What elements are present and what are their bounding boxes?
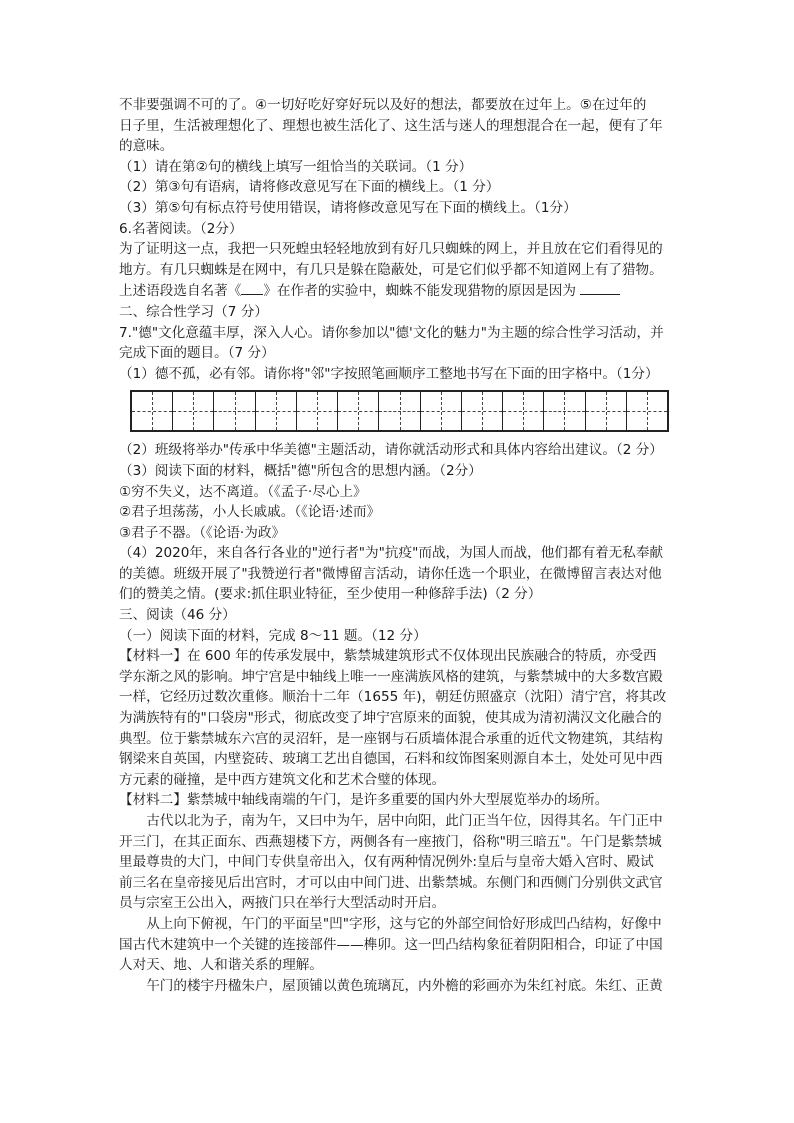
text-line: 为了证明这一点，我把一只死蝗虫轻轻地放到有好几只蜘蛛的网上，并且放在它们看得见的 — [119, 241, 663, 258]
section-heading: 三、阅读（46 分） — [119, 607, 236, 624]
grid-cell[interactable] — [338, 392, 379, 430]
text-line — [119, 280, 679, 302]
text-line: 员与宗室王公出入，两掖门只在举行大型活动时开启。 — [119, 895, 446, 912]
question-3: （3）第⑤句有标点符号使用错误，请将修改意见写在下面的横线上。（1分） — [119, 199, 577, 216]
text-line: 前三名在皇帝接见后出宫时，才可以由中间门进、出紫禁城。东侧门和西侧门分别供文武官 — [119, 874, 663, 891]
material-quote: ①穷不失义，达不离道。（《孟子·尽心上》 — [119, 483, 367, 500]
section-heading: 6.名著阅读。（2分） — [119, 220, 243, 237]
section-heading: 二、综合性学习（7 分） — [119, 303, 268, 320]
answer-blank[interactable] — [580, 280, 620, 295]
text-line: 7."德"文化意蕴丰厚，深入人心。请你参加以"德'文化的魅力"为主题的综合性学习活动，并 — [119, 324, 664, 341]
sub-heading: （一）阅读下面的材料，完成 8～11 题。（12 分） — [119, 627, 427, 644]
grid-cell[interactable] — [627, 392, 667, 430]
text-line: 不非要强调不可的了。④一切好吃好穿好玩以及好的想法，都要放在过年上。⑤在过年的 — [119, 97, 647, 113]
text-line: 【材料二】紫禁城中轴线南端的午门，是许多重要的国内外大型展览举办的场所。 — [119, 792, 609, 809]
question-text: 的美德。班级开展了"我赞逆行者"微博留言活动，请你任选一个职业，在微博留言表达对他 — [119, 565, 662, 582]
grid-cell[interactable] — [379, 392, 420, 430]
text-span: 上述语段选自名著《 — [119, 283, 242, 300]
grid-cell[interactable] — [297, 392, 338, 430]
question-2: （2）第③句有语病，请将修改意见写在下面的横线上。（1 分） — [119, 179, 500, 196]
text-line: 国古代木建筑中一个关键的连接部件——榫卯。这一凹凸结构象征着阴阳相合，印证了中国 — [119, 936, 663, 953]
text-line: 古代以北为子，南为午，又曰中为午，居中向阳，此门正当午位，因得其名。午门正中 — [146, 813, 663, 829]
text-line: 一样，它经历过数次重修。顺治十二年（1655 年)，朝廷仿照盛京（沈阳）清宁宫，将其改 — [119, 689, 667, 706]
text-line: 地方。有几只蜘蛛是在网中，有几只是躲在隐蔽处，可是它们似乎都不知道网上有了猎物。 — [119, 261, 663, 278]
grid-cell[interactable] — [132, 392, 173, 430]
question-text: （3）阅读下面的材料，概括"德"所包含的思想内涵。（2分） — [119, 462, 482, 479]
text-span: 》在作者的实验中，蜘蛛不能发现猎物的原因是因为 — [263, 283, 576, 300]
grid-cell[interactable] — [586, 392, 627, 430]
material-quote: ②君子坦荡荡，小人长戚戚。（《论语·述而》 — [119, 504, 381, 521]
text-line: 学东渐之风的影响。坤宁宫是中轴线上唯一一座满族风格的建筑，与紫禁城中的大多数宫殿 — [119, 668, 663, 685]
grid-cell[interactable] — [173, 392, 214, 430]
text-line: 人对天、地、人和谐关系的理解。 — [119, 957, 323, 974]
text-line: 完成下面的题目。（7 分） — [119, 345, 275, 362]
question-1: （1）请在第②句的横线上填写一组恰当的关联词。（1 分） — [119, 158, 473, 175]
grid-cell[interactable] — [256, 392, 297, 430]
grid-cell[interactable] — [503, 392, 544, 430]
text-line: 里最尊贵的大门，中间门专供皇帝出入，仅有两种情况例外:皇后与皇帝大婚入宫时、殿试 — [119, 854, 654, 871]
grid-cell[interactable] — [421, 392, 462, 430]
text-line: 日子里，生活被理想化了、理想也被生活化了、这生活与迷人的理想混合在一起，便有了年 — [119, 117, 663, 134]
text-line: 午门的楼宇丹楹朱户，屋顶铺以黄色琉璃瓦，内外檐的彩画亦为朱红衬底。朱红、正黄 — [146, 977, 663, 994]
text-line: 的意味。 — [119, 138, 174, 155]
grid-cell[interactable] — [462, 392, 503, 430]
text-line: 方元素的碰撞，是中西方建筑文化和艺术合璧的体现。 — [119, 771, 446, 788]
grid-cell[interactable] — [544, 392, 585, 430]
material-quote: ③君子不器。（《论语·为政》 — [119, 524, 286, 541]
text-line: 钢梁来自英国，内壁瓷砖、玻璃工艺出自德国，石料和纹饰图案则源自本土，处处可见中西 — [119, 751, 663, 768]
text-line: 为满族特有的"口袋房"形式，彻底改变了坤宁宫原来的面貌，使其成为清初满汉文化融合的 — [119, 710, 662, 727]
exam-content — [119, 95, 679, 996]
question-text: 们的赞美之情。(要求:抓住职业特征，至少使用一种修辞手法)（2 分） — [119, 586, 542, 603]
text-line: 从上向下俯视，午门的平面呈"凹"字形，这与它的外部空间恰好形成凹凸结构，好像中 — [146, 915, 662, 932]
tianzige-grid[interactable] — [130, 390, 669, 432]
question-text: （2）班级将举办"传承中华美德"主题活动，请你就活动形式和具体内容给出建议。（2 分） — [119, 442, 663, 459]
grid-cell[interactable] — [214, 392, 255, 430]
answer-blank[interactable] — [241, 280, 263, 295]
question-text: （4）2020年，来自各行各业的"逆行者"为"抗疫"而战，为国人而战，他们都有着无私奉献 — [119, 545, 664, 562]
question-text: （1）德不孤，必有邻。请你将"邻"字按照笔画顺序工整地书写在下面的田字格中。（1分） — [119, 365, 659, 382]
text-line: 典型。位于紫禁城东六宫的灵沼轩，是一座钢与石质墙体混合承重的近代文物建筑，其结构 — [119, 730, 663, 747]
text-line: 开三门，在其正面东、西燕翅楼下方，两侧各有一座掖门，俗称"明三暗五"。午门是紫禁城 — [119, 833, 662, 850]
text-line: 【材料一】在 600 年的传承发展中，紫禁城建筑形式不仅体现出民族融合的特质，亦受西 — [119, 648, 657, 665]
